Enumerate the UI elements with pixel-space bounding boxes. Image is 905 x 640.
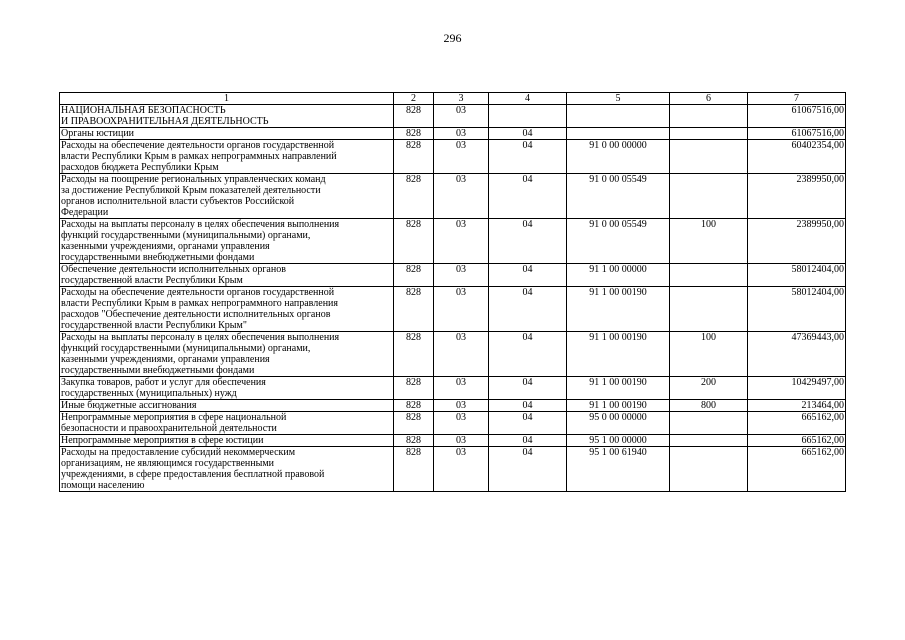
row-subsection-code: 04 — [489, 128, 567, 140]
row-name-line: Органы юстиции — [61, 128, 135, 139]
table-row — [60, 219, 846, 264]
row-amount: 2389950,00 — [748, 174, 846, 219]
row-expense-type — [670, 447, 748, 492]
row-section-code: 03 — [434, 332, 489, 377]
row-name-line: функций государственными (муниципальными) органами, — [61, 230, 311, 241]
row-target-article: 95 1 00 61940 — [567, 447, 670, 492]
row-admin-code: 828 — [394, 400, 434, 412]
row-admin-code: 828 — [394, 128, 434, 140]
row-name-line: расходов "Обеспечение деятельности исполнительных органов — [61, 309, 331, 320]
row-subsection-code: 04 — [489, 447, 567, 492]
table-row — [60, 287, 846, 332]
header-row — [60, 93, 846, 105]
table-row — [60, 174, 846, 219]
row-subsection-code: 04 — [489, 400, 567, 412]
row-subsection-code: 04 — [489, 412, 567, 435]
row-target-article: 91 1 00 00190 — [567, 400, 670, 412]
table-row — [60, 105, 846, 128]
row-name-line: за достижение Республикой Крым показателей деятельности — [61, 185, 321, 196]
row-name-line: Расходы на выплаты персоналу в целях обеспечения выполнения — [61, 332, 340, 343]
row-section-code: 03 — [434, 400, 489, 412]
row-name-line: Расходы на обеспечение деятельности органов государственной — [61, 287, 335, 298]
row-subsection-code: 04 — [489, 332, 567, 377]
row-subsection-code: 04 — [489, 219, 567, 264]
row-amount: 58012404,00 — [748, 264, 846, 287]
row-section-code: 03 — [434, 140, 489, 174]
row-amount: 10429497,00 — [748, 377, 846, 400]
col-header-5: 5 — [567, 93, 670, 105]
row-expense-type: 200 — [670, 377, 748, 400]
row-amount: 60402354,00 — [748, 140, 846, 174]
row-admin-code: 828 — [394, 435, 434, 447]
row-subsection-code: 04 — [489, 377, 567, 400]
row-name — [60, 105, 394, 128]
row-target-article: 91 1 00 00190 — [567, 377, 670, 400]
row-name — [60, 174, 394, 219]
row-name-line: НАЦИОНАЛЬНАЯ БЕЗОПАСНОСТЬ — [61, 105, 226, 116]
row-expense-type: 100 — [670, 219, 748, 264]
row-subsection-code — [489, 105, 567, 128]
row-section-code: 03 — [434, 287, 489, 332]
row-target-article: 91 1 00 00000 — [567, 264, 670, 287]
row-section-code: 03 — [434, 105, 489, 128]
row-subsection-code: 04 — [489, 174, 567, 219]
row-name-line: Расходы на поощрение региональных управленческих команд — [61, 174, 326, 185]
row-name-line: Расходы на предоставление субсидий некоммерческим — [61, 447, 296, 458]
row-name — [60, 219, 394, 264]
row-section-code: 03 — [434, 174, 489, 219]
row-admin-code: 828 — [394, 412, 434, 435]
row-target-article: 91 0 00 05549 — [567, 174, 670, 219]
row-name — [60, 332, 394, 377]
row-expense-type — [670, 435, 748, 447]
row-name-line: государственной власти Республики Крым — [61, 275, 243, 286]
row-admin-code: 828 — [394, 264, 434, 287]
row-amount: 2389950,00 — [748, 219, 846, 264]
row-name-line: расходов бюджета Республики Крым — [61, 162, 219, 173]
row-expense-type — [670, 128, 748, 140]
row-amount: 61067516,00 — [748, 128, 846, 140]
table-row — [60, 377, 846, 400]
row-name-line: государственными внебюджетными фондами — [61, 365, 255, 376]
row-name — [60, 447, 394, 492]
row-name-line: Закупка товаров, работ и услуг для обеспечения — [61, 377, 266, 388]
row-name-line: безопасности и правоохранительной деятельности — [61, 423, 277, 434]
row-name-line: государственными внебюджетными фондами — [61, 252, 255, 263]
col-header-1: 1 — [60, 93, 394, 105]
row-name-line: учреждениями, в сфере предоставления бесплатной правовой — [61, 469, 325, 480]
row-name-line: казенными учреждениями, органами управления — [61, 241, 270, 252]
row-expense-type — [670, 264, 748, 287]
col-header-4: 4 — [489, 93, 567, 105]
row-admin-code: 828 — [394, 174, 434, 219]
row-section-code: 03 — [434, 435, 489, 447]
row-expense-type — [670, 412, 748, 435]
row-target-article: 95 0 00 00000 — [567, 412, 670, 435]
row-target-article: 95 1 00 00000 — [567, 435, 670, 447]
row-expense-type — [670, 140, 748, 174]
col-header-3: 3 — [434, 93, 489, 105]
row-admin-code: 828 — [394, 105, 434, 128]
row-target-article — [567, 128, 670, 140]
row-section-code: 03 — [434, 412, 489, 435]
table-row — [60, 412, 846, 435]
table-body — [60, 105, 846, 492]
row-admin-code: 828 — [394, 332, 434, 377]
table-row — [60, 332, 846, 377]
row-section-code: 03 — [434, 377, 489, 400]
row-amount: 213464,00 — [748, 400, 846, 412]
row-name-line: И ПРАВООХРАНИТЕЛЬНАЯ ДЕЯТЕЛЬНОСТЬ — [61, 116, 269, 127]
row-amount: 665162,00 — [748, 447, 846, 492]
row-name-line: Расходы на обеспечение деятельности органов государственной — [61, 140, 335, 151]
table-row — [60, 447, 846, 492]
row-admin-code: 828 — [394, 377, 434, 400]
row-amount: 665162,00 — [748, 412, 846, 435]
row-name — [60, 435, 394, 447]
row-admin-code: 828 — [394, 219, 434, 264]
row-target-article: 91 1 00 00190 — [567, 332, 670, 377]
row-name — [60, 264, 394, 287]
row-name-line: Непрограммные мероприятия в сфере юстиции — [61, 435, 264, 446]
page-number: 296 — [443, 31, 462, 45]
row-section-code: 03 — [434, 447, 489, 492]
row-name — [60, 412, 394, 435]
row-amount: 58012404,00 — [748, 287, 846, 332]
table-row — [60, 128, 846, 140]
table-row — [60, 400, 846, 412]
row-name-line: государственной власти Республики Крым" — [61, 320, 247, 331]
row-name — [60, 377, 394, 400]
table-row — [60, 264, 846, 287]
row-subsection-code: 04 — [489, 140, 567, 174]
row-amount: 61067516,00 — [748, 105, 846, 128]
row-section-code: 03 — [434, 264, 489, 287]
row-name-line: казенными учреждениями, органами управления — [61, 354, 270, 365]
row-name-line: организациям, не являющимся государственными — [61, 458, 275, 469]
row-name-line: Расходы на выплаты персоналу в целях обеспечения выполнения — [61, 219, 340, 230]
row-name-line: помощи населению — [61, 480, 145, 491]
row-name-line: органов исполнительной власти субъектов Российской — [61, 196, 295, 207]
col-header-6: 6 — [670, 93, 748, 105]
row-subsection-code: 04 — [489, 264, 567, 287]
row-name — [60, 287, 394, 332]
row-name-line: функций государственными (муниципальными) органами, — [61, 343, 311, 354]
row-name — [60, 400, 394, 412]
row-admin-code: 828 — [394, 287, 434, 332]
row-name — [60, 128, 394, 140]
row-admin-code: 828 — [394, 447, 434, 492]
row-name-line: власти Республики Крым в рамках непрограммных направлений — [61, 151, 337, 162]
row-expense-type — [670, 105, 748, 128]
row-amount: 665162,00 — [748, 435, 846, 447]
row-expense-type: 800 — [670, 400, 748, 412]
row-name-line: Федерации — [61, 207, 109, 218]
row-admin-code: 828 — [394, 140, 434, 174]
row-subsection-code: 04 — [489, 287, 567, 332]
row-subsection-code: 04 — [489, 435, 567, 447]
row-amount: 47369443,00 — [748, 332, 846, 377]
row-section-code: 03 — [434, 219, 489, 264]
col-header-7: 7 — [748, 93, 846, 105]
row-name-line: Иные бюджетные ассигнования — [61, 400, 197, 411]
row-name-line: Обеспечение деятельности исполнительных органов — [61, 264, 286, 275]
table-row — [60, 435, 846, 447]
row-expense-type — [670, 287, 748, 332]
row-name-line: государственных (муниципальных) нужд — [61, 388, 237, 399]
col-header-2: 2 — [394, 93, 434, 105]
budget-table — [59, 92, 846, 492]
row-name-line: власти Республики Крым в рамках непрограммного направления — [61, 298, 339, 309]
row-target-article: 91 1 00 00190 — [567, 287, 670, 332]
row-target-article: 91 0 00 05549 — [567, 219, 670, 264]
row-target-article: 91 0 00 00000 — [567, 140, 670, 174]
row-name-line: Непрограммные мероприятия в сфере национальной — [61, 412, 287, 423]
row-target-article — [567, 105, 670, 128]
row-expense-type — [670, 174, 748, 219]
table-row — [60, 140, 846, 174]
row-section-code: 03 — [434, 128, 489, 140]
row-name — [60, 140, 394, 174]
row-expense-type: 100 — [670, 332, 748, 377]
